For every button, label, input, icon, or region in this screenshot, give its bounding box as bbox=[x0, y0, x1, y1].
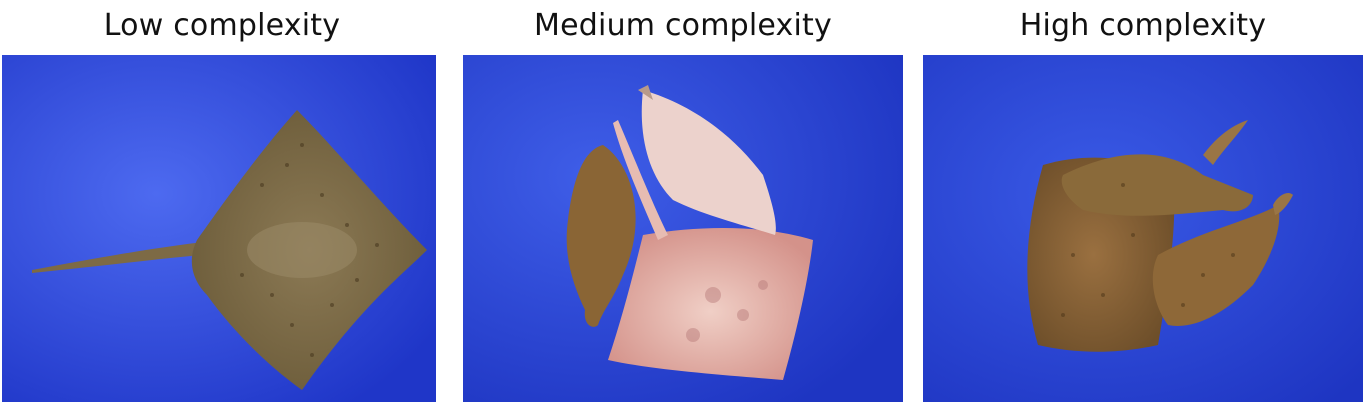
panel-low-complexity bbox=[2, 0, 442, 402]
photo-high-complexity bbox=[923, 55, 1363, 402]
panel-title: High complexity bbox=[1019, 8, 1267, 43]
photo-medium-complexity bbox=[463, 55, 903, 402]
panel-medium-complexity bbox=[463, 0, 903, 402]
panel-high-complexity bbox=[923, 0, 1363, 402]
panel-title: Low complexity bbox=[103, 8, 341, 43]
panel-title: Medium complexity bbox=[534, 8, 832, 43]
photo-low-complexity bbox=[2, 55, 442, 402]
